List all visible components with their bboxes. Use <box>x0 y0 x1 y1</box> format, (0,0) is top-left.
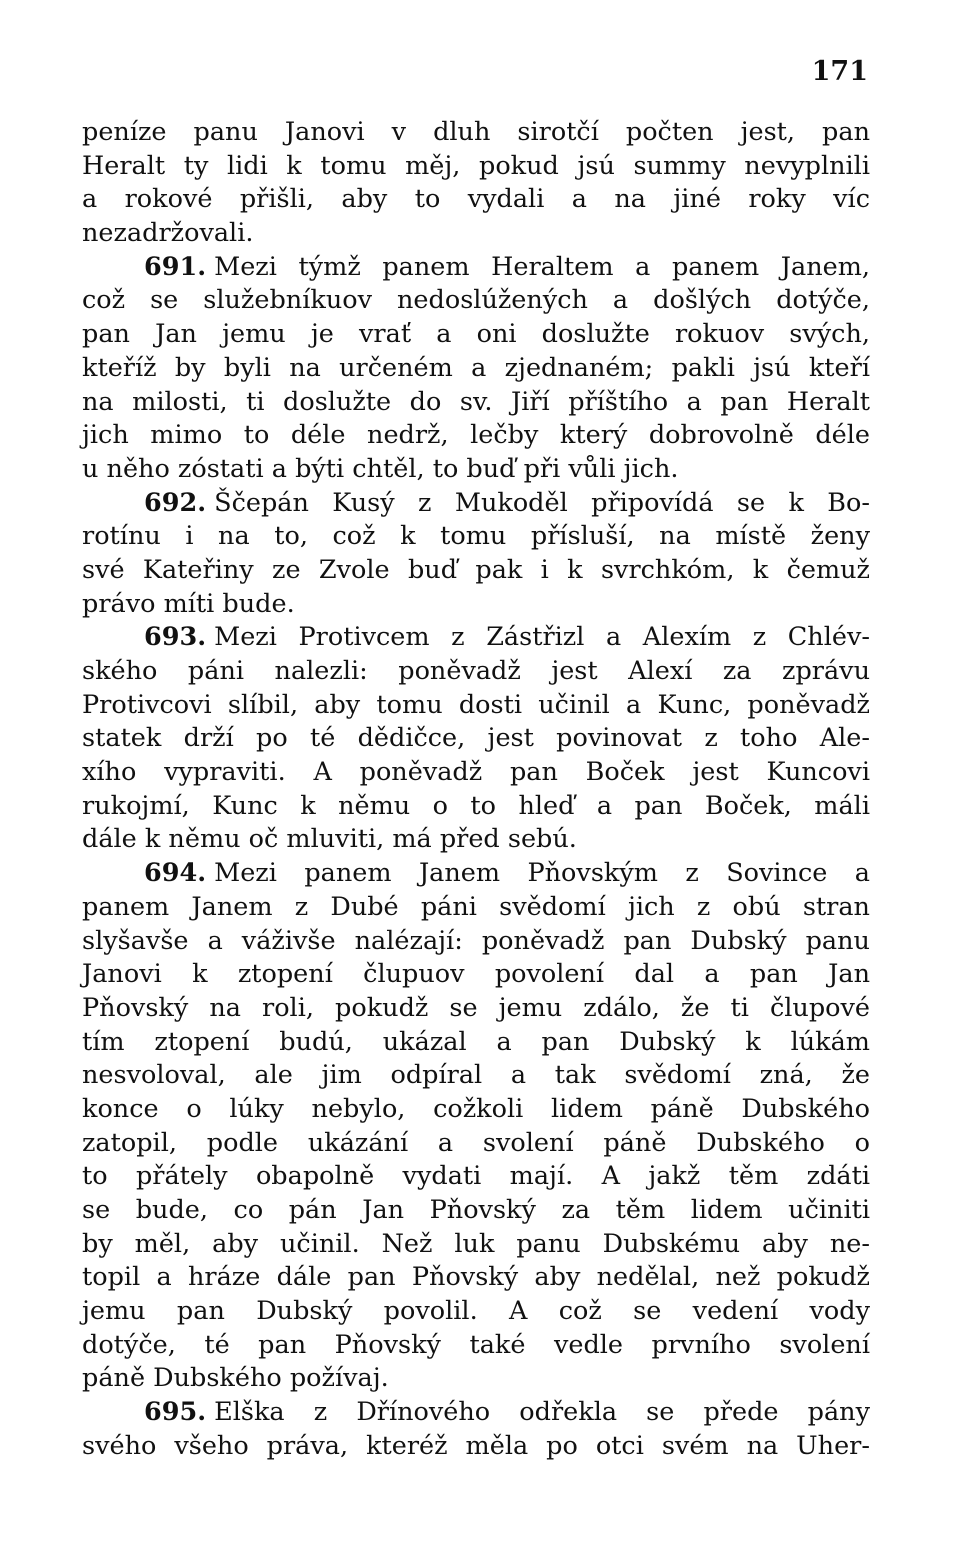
paragraph-start-line <box>82 487 870 521</box>
text-line <box>82 823 870 857</box>
line-text: to přátely obapolně vydati mají. A jakž těm zdáti <box>82 1161 870 1192</box>
paragraph-number: 691. <box>144 251 207 282</box>
line-text: jemu pan Dubský povolil. A což se vedení vody <box>82 1296 870 1327</box>
paragraph-number: 695. <box>144 1397 207 1428</box>
text-line <box>82 790 870 824</box>
text-line <box>82 554 870 588</box>
line-text: nesvoloval, ale jim odpíral a tak svědomí zná, že <box>82 1060 870 1091</box>
line-text: kteříž by byli na určeném a zjednaném; pakli jsú kteří <box>82 352 870 383</box>
line-text: dotýče, té pan Pňovský také vedle prvního svolení <box>82 1329 870 1360</box>
line-text: by měl, aby učinil. Než luk panu Dubskému aby ne- <box>82 1228 870 1259</box>
line-text: konce o lúky nebylo, cožkoli lidem páně Dubského <box>82 1093 870 1124</box>
text-line <box>82 116 870 150</box>
line-text: panem Janem z Dubé páni svědomí jich z obú stran <box>82 891 870 922</box>
text-line <box>82 1228 870 1262</box>
text-line <box>82 520 870 554</box>
line-text: Mezi panem Janem Pňovským z Sovince a <box>214 858 870 889</box>
line-text: Elška z Dřínového odřekla se přede pány <box>214 1397 870 1428</box>
text-line <box>82 453 870 487</box>
line-text: Mezi Protivcem z Zástřizl a Alexím z Chlév- <box>214 622 870 653</box>
text-line <box>82 588 870 622</box>
text-line <box>82 318 870 352</box>
text-line <box>82 689 870 723</box>
text-line <box>82 1127 870 1161</box>
text-line <box>82 958 870 992</box>
line-text: jich mimo to déle nedrž, lečby který dobrovolně déle <box>82 420 870 451</box>
line-text: svého všeho práva, kteréž měla po otci svém na Uher- <box>82 1430 870 1461</box>
text-line <box>82 1295 870 1329</box>
line-text: statek drží po té dědičce, jest povinovat z toho Ale- <box>82 723 870 754</box>
line-text: na milosti, ti doslužte do sv. Jiří příštího a pan Heralt <box>82 386 870 417</box>
text-line <box>82 1160 870 1194</box>
line-text: u něho zóstati a býti chtěl, to buď při vůli jich. <box>82 453 679 484</box>
line-text: Protivcovi slíbil, aby tomu dosti učinil a Kunc, poněvadž <box>82 689 870 720</box>
paragraph-number: 694. <box>144 858 207 889</box>
text-line <box>82 217 870 251</box>
line-text: ského páni nalezli: poněvadž jest Alexí za zprávu <box>82 656 870 686</box>
text-line <box>82 1329 870 1363</box>
line-text: nezadržovali. <box>82 218 254 249</box>
text-line <box>82 655 870 689</box>
text-line <box>82 1059 870 1093</box>
text-line <box>82 1093 870 1127</box>
line-text: páně Dubského požívaj. <box>82 1363 389 1394</box>
text-line <box>82 1261 870 1295</box>
line-text: pan Jan jemu je vrať a oni doslužte rokuov svých, <box>82 319 870 350</box>
line-text: xího vypraviti. A poněvadž pan Boček jest Kuncovi <box>82 757 870 788</box>
text-line <box>82 150 870 184</box>
line-text: a rokové přišli, aby to vydali a na jiné roky víc <box>82 184 870 215</box>
text-line <box>82 992 870 1026</box>
text-line <box>82 756 870 790</box>
line-text: slyšavše a váživše nalézají: poněvadž pan Dubský panu <box>82 925 870 956</box>
line-text: rukojmí, Kunc k němu o to hleď a pan Boček, máli <box>82 790 870 821</box>
paragraph-start-line <box>82 1396 870 1430</box>
paragraph-number: 692. <box>144 487 207 518</box>
paragraph-number: 693. <box>144 622 207 653</box>
text-body <box>82 116 870 1464</box>
line-text: topil a hráze dále pan Pňovský aby nedělal, než pokudž <box>82 1262 870 1293</box>
text-line <box>82 1026 870 1060</box>
line-text: zatopil, podle ukázání a svolení páně Dubského o <box>82 1127 870 1158</box>
line-text: dále k němu oč mluviti, má před sebú. <box>82 824 577 855</box>
line-text: Pňovský na roli, pokudž se jemu zdálo, že ti člupové <box>82 992 870 1023</box>
line-text: Janovi k ztopení člupuov povolení dal a pan Jan <box>82 959 870 990</box>
paragraph-start-line <box>82 621 870 655</box>
line-text: tím ztopení budú, ukázal a pan Dubský k lúkám <box>82 1026 870 1057</box>
line-text: Ščepán Kusý z Mukoděl připovídá se k Bo- <box>214 487 870 518</box>
line-text: což se služebníkuov nedoslúžených a došlých dotýče, <box>82 285 870 316</box>
line-text: Heralt ty lidi k tomu měj, pokud jsú summy nevyplnili <box>82 150 870 181</box>
line-text: své Kateřiny ze Zvole buď pak i k svrchkóm, k čemuž <box>82 554 870 585</box>
text-line <box>82 1194 870 1228</box>
text-line <box>82 183 870 217</box>
line-text: peníze panu Janovi v dluh sirotčí počten jest, pan <box>82 117 870 147</box>
text-line <box>82 1430 870 1464</box>
text-line <box>82 722 870 756</box>
text-line <box>82 284 870 318</box>
text-line <box>82 352 870 386</box>
line-text: rotínu i na to, což k tomu přísluší, na místě ženy <box>82 521 870 552</box>
paragraph-start-line <box>82 857 870 891</box>
text-line <box>82 925 870 959</box>
line-text: právo míti bude. <box>82 588 295 619</box>
text-line <box>82 386 870 420</box>
page-number: 171 <box>811 56 868 87</box>
line-text: se bude, co pán Jan Pňovský za těm lidem učiniti <box>82 1195 870 1225</box>
text-line <box>82 419 870 453</box>
paragraph-start-line <box>82 251 870 285</box>
text-line <box>82 891 870 925</box>
line-text: Mezi týmž panem Heraltem a panem Janem, <box>214 251 870 282</box>
text-line <box>82 1362 870 1396</box>
